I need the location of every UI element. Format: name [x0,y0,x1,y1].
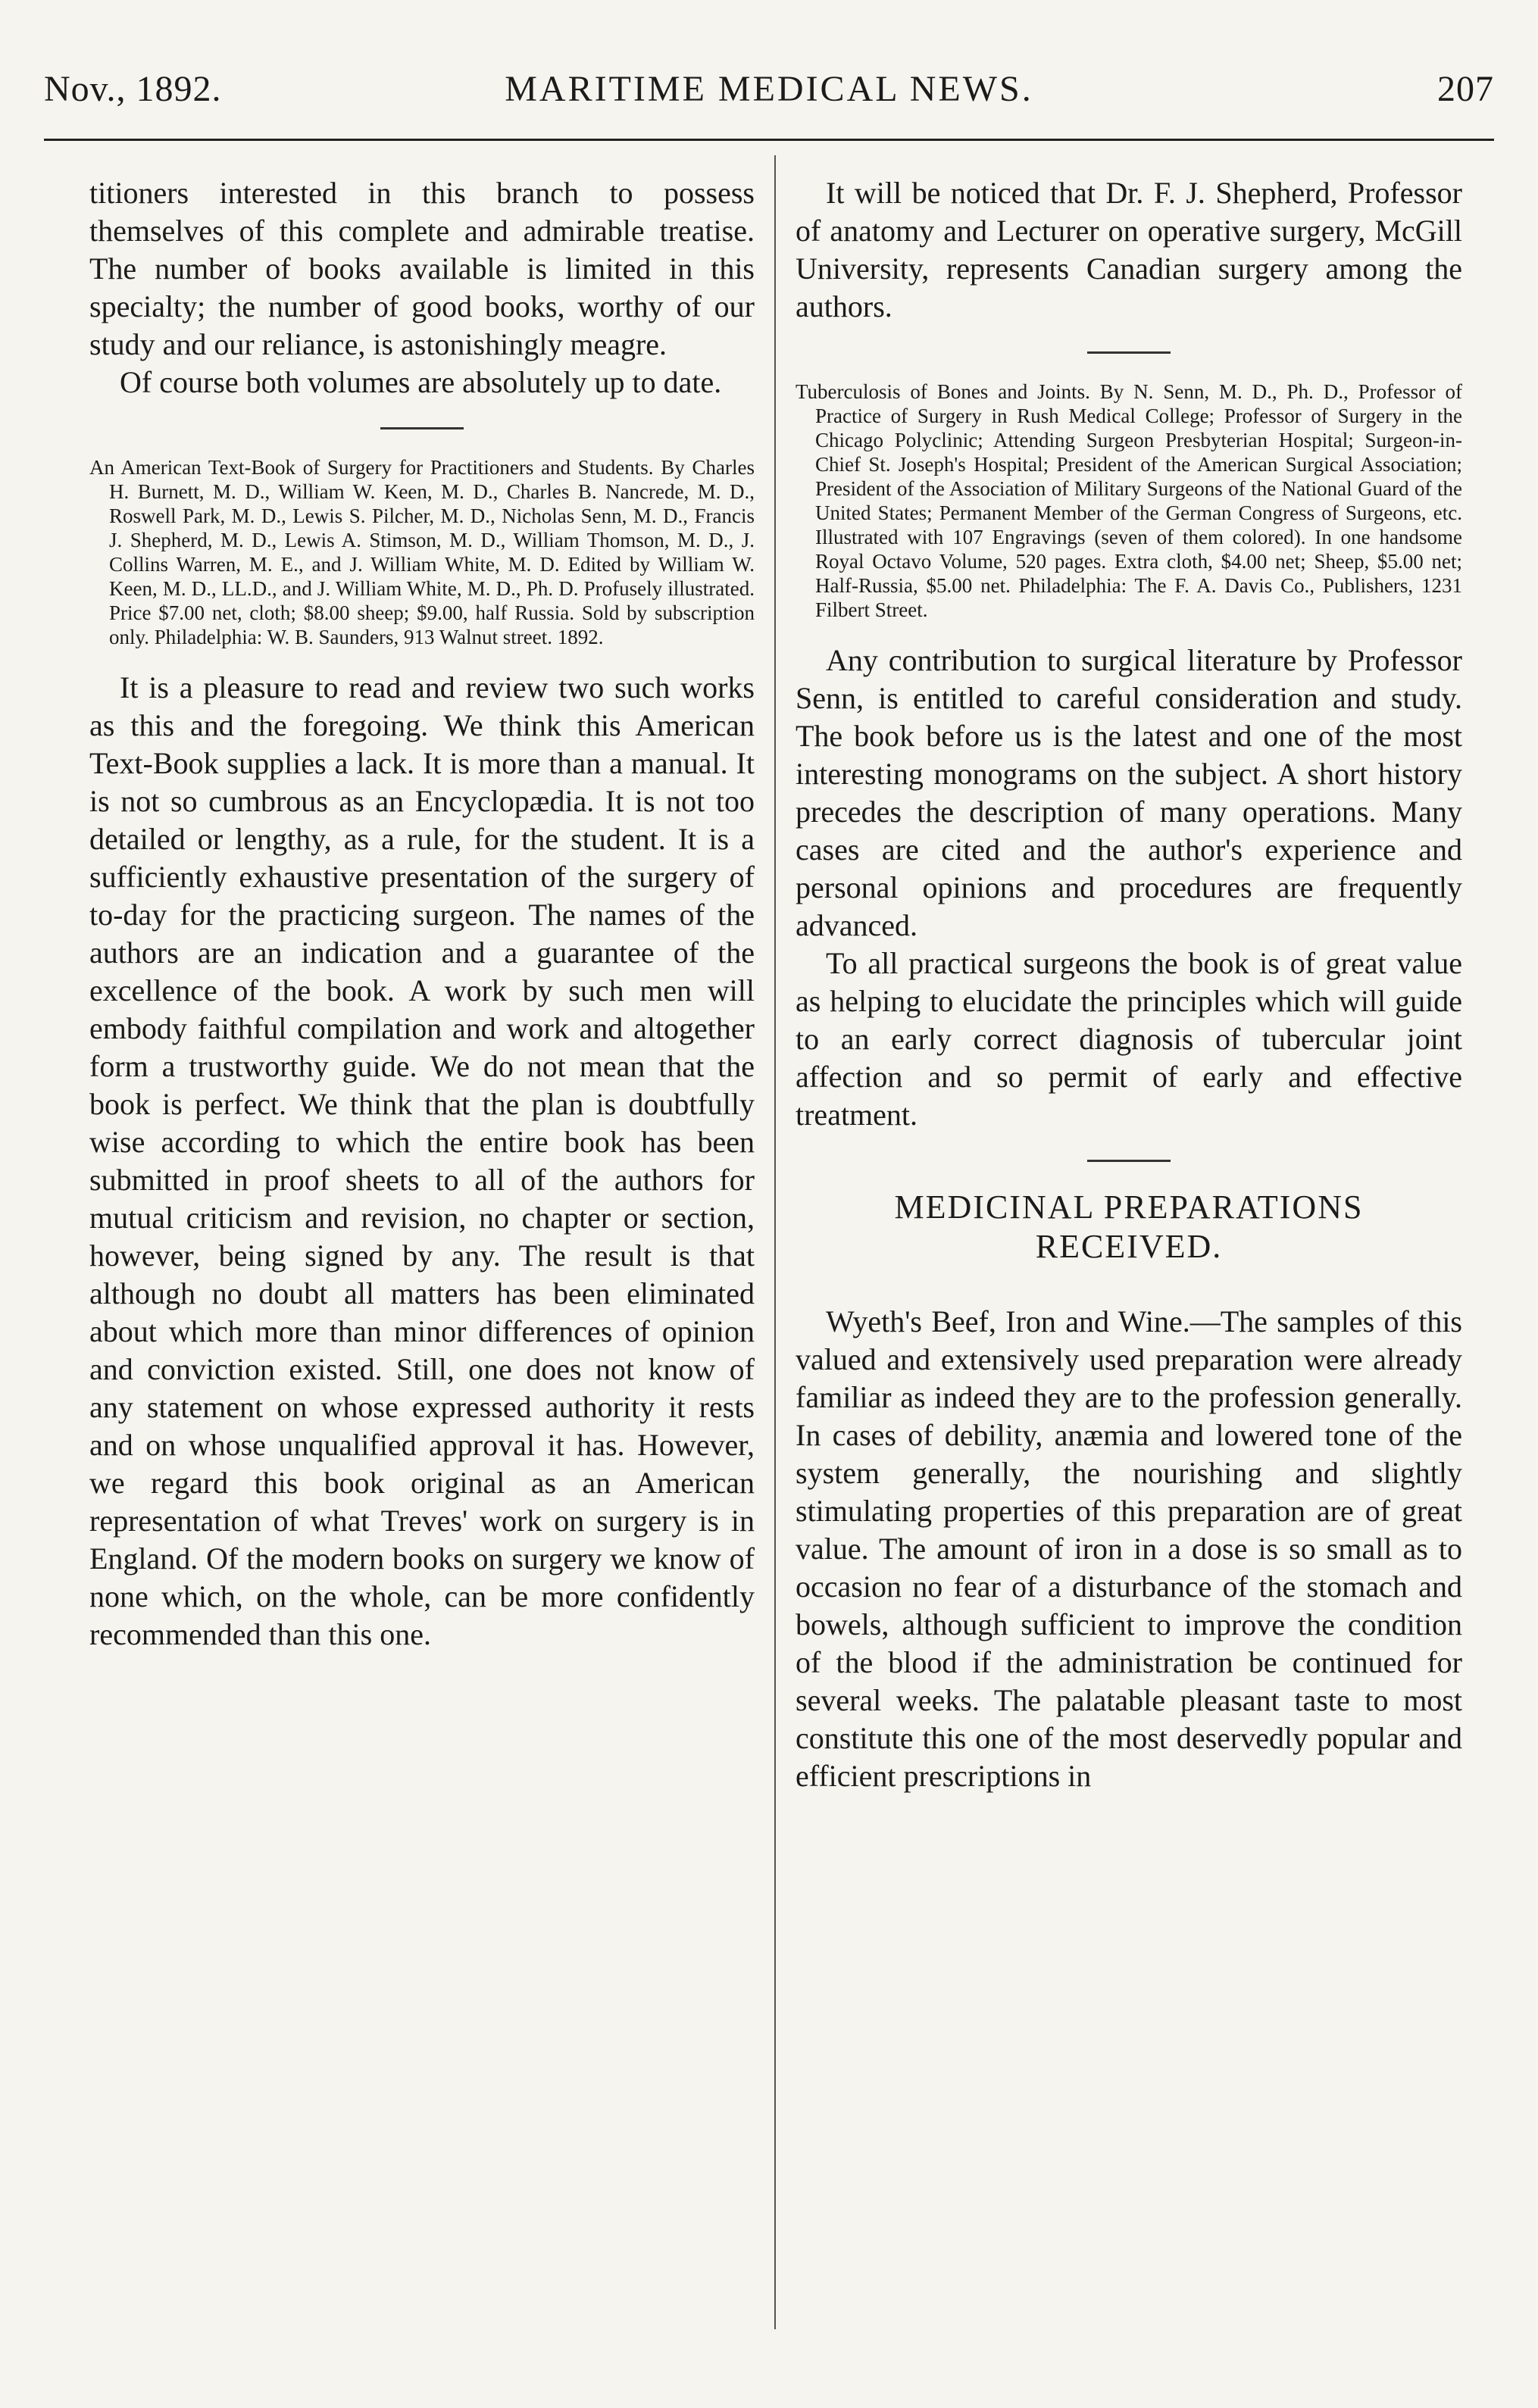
header-rule [44,139,1494,141]
journal-title: MARITIME MEDICAL NEWS. [505,69,1033,109]
review-heading-text-book-surgery: An American Text-Book of Surgery for Practitioners and Students. By Charles H. Burnett, M. D., William W. Keen, M. D., Charles B. Nancrede, M. D., Roswell Park, M. D., Lewis S. Pilcher, M. D., Nicholas Senn, M. D., Francis J. Shepherd, M. D., Lewis A. Stimson, M. D., William Thomson, M. D., J. Collins Warren, M. E., and J. William White, M. D. Edited by William W. Keen, M. D., LL.D., and J. William White, M. D., Ph. D. Profusely illustrated. Price $7.00 net, cloth; $8.00 sheep; $9.00, half Russia. Sold by subscription only. Philadelphia: W. B. Saunders, 913 Walnut street. 1892. [89,456,755,648]
section-divider-rule [1087,1160,1171,1162]
volumes-paragraph: Of course both volumes are absolutely up to date. [120,365,722,399]
section-divider-rule [1087,351,1171,354]
section-divider-rule [380,427,464,429]
continued-paragraph: titioners interested in this branch to possess themselves of this complete and admirable treatise. The number of books available is limited in this specialty; the number of good books, worthy of our study and our reliance, is astonishingly meagre. [89,176,755,361]
left-column [89,174,755,1654]
shepherd-paragraph: It will be noticed that Dr. F. J. Shepherd, Professor of anatomy and Lecturer on operative surgery, McGill University, represents Canadian surgery among the authors. [796,176,1462,323]
right-column [796,174,1462,1795]
review-heading-tuberculosis: Tuberculosis of Bones and Joints. By N. Senn, M. D., Ph. D., Professor of Practice of Surgery in Rush Medical College; Professor of Surgery in the Chicago Polyclinic; Attending Surgeon Presbyterian Hospital; Surgeon-in-Chief St. Joseph's Hospital; President of the American Surgical Association; President of the Association of Military Surgeons of the National Guard of the United States; Permanent Member of the German Congress of Surgeons, etc. Illustrated with 107 Engravings (seven of them colored). In one handsome Royal Octavo Volume, 520 pages. Extra cloth, $4.00 net; Sheep, $5.00 net; Half-Russia, $5.00 net. Philadelphia: The F. A. Davis Co., Publishers, 1231 Filbert Street. [796,380,1462,621]
wyeth-paragraph: Wyeth's Beef, Iron and Wine.—The samples of this valued and extensively used preparation were already familiar as indeed they are to the profession generally. In cases of debility, anæmia and lowered tone of the system generally, the nourishing and slightly stimulating properties of this preparation are of great value. The amount of iron in a dose is so small as to occasion no fear of a disturbance of the stomach and bowels, although sufficient to improve the condition of the blood if the administration be continued for several weeks. The palatable pleasant taste to most constitute this one of the most deservedly popular and efficient prescriptions in [796,1304,1462,1793]
page-number: 207 [1437,69,1494,109]
section-title-line-1: MEDICINAL PREPARATIONS [894,1188,1364,1226]
issue-date: Nov., 1892. [44,69,222,109]
review-body-tuberculosis-1: Any contribution to surgical literature by Professor Senn, is entitled to careful consideration and study. The book before us is the latest and one of the most interesting monograms on the subject. A short history precedes the description of many operations. Many cases are cited and the author's experience and personal opinions and procedures are frequently advanced. [796,643,1462,942]
section-title-line-2: RECEIVED. [1035,1228,1223,1265]
column-divider [774,155,776,2329]
review-body-text-book-surgery: It is a pleasure to read and review two such works as this and the foregoing. We think this American Text-Book supplies a lack. It is more than a manual. It is not so cumbrous as an Encyclopædia. It is not too detailed or lengthy, as a rule, for the student. It is a sufficiently exhaustive presentation of the surgery of to-day for the practicing surgeon. The names of the authors are an indication and a guarantee of the excellence of the book. A work by such men will embody faithful compilation and work and altogether form a trustworthy guide. We do not mean that the book is perfect. We think that the plan is doubtfully wise according to which the entire book has been submitted in proof sheets to all of the authors for mutual criticism and revision, no chapter or section, however, being signed by any. The result is that although no doubt all matters has been eliminated about which more than minor differences of opinion and conviction existed. Still, one does not know of any statement on whose expressed authority it rests and on whose unqualified approval it has. However, we regard this book original as an American representation of what Treves' work on surgery is in England. Of the modern books on surgery we know of none which, on the whole, can be more confidently recommended than this one. [89,670,755,1651]
review-body-tuberculosis-2: To all practical surgeons the book is of great value as helping to elucidate the principles which will guide to an early correct diagnosis of tubercular joint affection and so permit of early and effective treatment. [796,946,1462,1132]
section-title-medicinal-preparations [796,1188,1462,1266]
running-head [44,68,1494,121]
